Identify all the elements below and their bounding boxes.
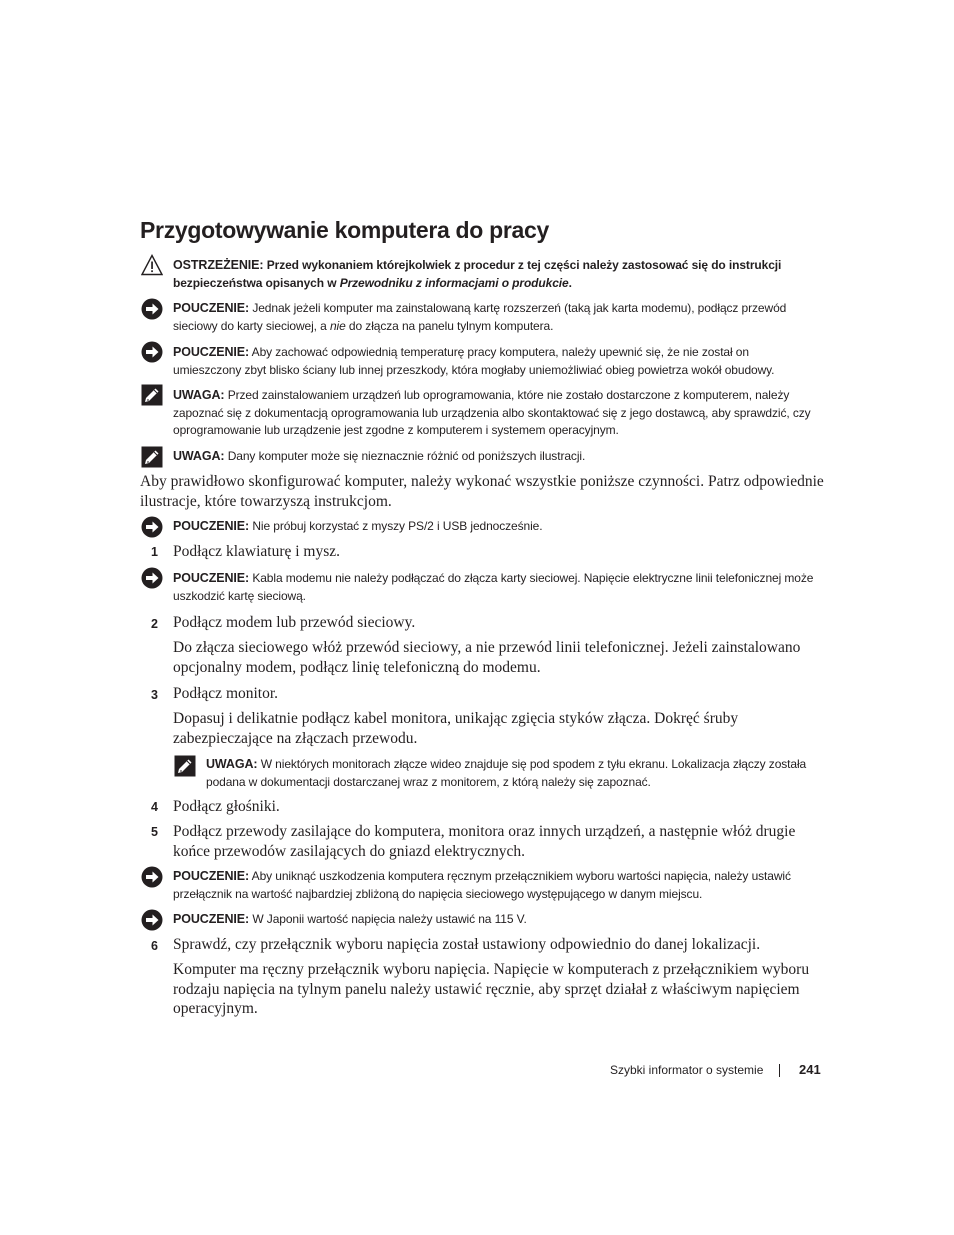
note-text: zapoznać się z dokumentacją oprogramowania lub urządzenia albo skontaktować się z jego dostawcą, aby sprawdzić, czy: [173, 405, 811, 420]
notice-text: Kabla modemu nie należy podłączać do złącza karty sieciowej. Napięcie elektryczne linii telefonicznej może: [252, 571, 814, 585]
notice-note: [173, 518, 823, 536]
arrow-circle-icon: [141, 909, 163, 931]
notice-text: umieszczony zbyt blisko ściany lub innej przeszkody, która mogłaby uniemożliwiać obieg powietrza wokół obudowy.: [173, 362, 775, 377]
step-text: [173, 822, 823, 861]
warning-text: Przed wykonaniem którejkolwiek z procedur z tej części należy zastosować się do instrukcji: [266, 258, 782, 272]
note-note: [173, 448, 823, 466]
step-paragraph: [173, 709, 823, 748]
step-text: Podłącz klawiaturę i mysz.: [173, 543, 341, 560]
step-paragraph-line: rodzaju napięcia na tylnym panelu należy ustawić ręcznie, aby sprzęt działał z właściwym napięciem: [173, 980, 800, 998]
step-text-line: Podłącz przewody zasilające do komputera, monitora oraz innych urządzeń, a następnie włóż drugie: [173, 823, 796, 840]
notice-text: do złącza na panelu tylnym komputera.: [348, 318, 554, 333]
step-paragraph-line: opcjonalny modem, podłącz linię telefoniczną do modemu.: [173, 658, 541, 676]
footer-section-title: Szybki informator o systemie: [610, 1063, 764, 1077]
warning-label: OSTRZEŻENIE:: [173, 258, 264, 272]
warning-triangle-icon: [141, 254, 163, 276]
step-number: 5: [151, 825, 158, 839]
notice-text: Aby uniknąć uszkodzenia komputera ręcznym przełącznikiem wyboru wartości napięcia, należy ustawić: [251, 869, 791, 883]
pencil-note-icon: [141, 384, 163, 406]
intro-line: Aby prawidłowo skonfigurować komputer, należy wykonać wszystkie poniższe czynności. Patrz odpowiednie: [140, 473, 824, 490]
step-number: 6: [151, 939, 158, 953]
step-number: 1: [151, 545, 158, 559]
note-text: W niektórych monitorach złącze wideo znajduje się pod spodem z tyłu ekranu. Lokalizacja złączy została: [260, 757, 807, 771]
warning-text: .: [568, 275, 572, 290]
notice-text: Nie próbuj korzystać z myszy PS/2 i USB jednocześnie.: [252, 519, 543, 533]
step-number: 4: [151, 800, 158, 814]
step-text: Podłącz modem lub przewód sieciowy.: [173, 614, 416, 631]
notice-text: uszkodzić kartę sieciową.: [173, 588, 306, 603]
step-text: Podłącz monitor.: [173, 685, 279, 702]
arrow-circle-icon: [141, 298, 163, 320]
page-number: 241: [799, 1062, 821, 1077]
notice-emphasis: nie: [329, 318, 346, 333]
notice-text: Jednak jeżeli komputer ma zainstalowaną kartę rozszerzeń (taką jak karta modemu), podłącz przewód: [252, 301, 787, 315]
note-note: [173, 387, 823, 440]
notice-text: W Japonii wartość napięcia należy ustawić na 115 V.: [252, 912, 527, 926]
arrow-circle-icon: [141, 567, 163, 589]
step-text: Podłącz głośniki.: [173, 798, 280, 815]
step-text-line: końce przewodów zasilających do gniazd elektrycznych.: [173, 842, 526, 860]
step-paragraph-line: operacyjnym.: [173, 1000, 258, 1017]
notice-label: POUCZENIE:: [173, 519, 250, 533]
notice-note: [173, 570, 823, 605]
step-paragraph-line: Dopasuj i delikatnie podłącz kabel monitora, unikając zgięcia styków złącza. Dokręć śruby: [173, 710, 739, 727]
step-number: 3: [151, 688, 158, 702]
note-label: UWAGA:: [173, 388, 225, 402]
notice-label: POUCZENIE:: [173, 345, 250, 359]
warning-note: [173, 257, 823, 292]
notice-note: [173, 344, 823, 379]
intro-paragraph: [140, 472, 824, 511]
notice-text: przełącznik na wartość najbardziej zbliżoną do napięcia sieciowego występującego w danym miejscu.: [173, 886, 703, 901]
note-text: Dany komputer może się nieznacznie różnić od poniższych ilustracji.: [227, 449, 586, 463]
notice-label: POUCZENIE:: [173, 869, 250, 883]
notice-label: POUCZENIE:: [173, 912, 250, 926]
footer-separator: [779, 1064, 780, 1077]
warning-text: bezpieczeństwa opisanych w: [173, 275, 337, 290]
notice-note: [173, 868, 823, 903]
step-paragraph-line: zabezpieczające na złączach przewodu.: [173, 729, 418, 747]
arrow-circle-icon: [141, 866, 163, 888]
warning-doc-title: Przewodniku z informacjami o produkcie: [339, 275, 569, 290]
notice-text: Aby zachować odpowiednią temperaturę pracy komputera, należy upewnić się, że nie został on: [251, 345, 749, 359]
step-paragraph-line: Komputer ma ręczny przełącznik wyboru napięcia. Napięcie w komputerach z przełącznikiem wyboru: [173, 961, 810, 978]
page-title: Przygotowywanie komputera do pracy: [140, 217, 550, 243]
pencil-note-icon: [141, 446, 163, 468]
note-note: [206, 756, 821, 791]
notice-note: [173, 911, 823, 929]
note-text: oprogramowanie lub urządzenie jest zgodne z komputerem i systemem operacyjnym.: [173, 423, 619, 437]
step-text: Sprawdź, czy przełącznik wyboru napięcia został ustawiony odpowiednio do danej lokalizacji.: [173, 936, 761, 953]
notice-note: [173, 300, 823, 335]
pencil-note-icon: [174, 755, 196, 777]
step-paragraph: [173, 638, 823, 677]
note-text: Przed zainstalowaniem urządzeń lub oprogramowania, które nie zostało dostarczone z komputerem, należy: [227, 388, 790, 402]
note-label: UWAGA:: [173, 449, 225, 463]
step-paragraph: [173, 960, 823, 1019]
note-text: podana w dokumentacji dostarczanej wraz z monitorem, z którą należy się zapoznać.: [206, 774, 651, 789]
arrow-circle-icon: [141, 516, 163, 538]
arrow-circle-icon: [141, 341, 163, 363]
intro-line: ilustracje, które towarzyszą instrukcjom.: [140, 492, 392, 510]
step-number: 2: [151, 617, 158, 631]
notice-text: sieciowy do karty sieciowej, a: [173, 318, 327, 333]
notice-label: POUCZENIE:: [173, 301, 250, 315]
notice-label: POUCZENIE:: [173, 571, 250, 585]
step-paragraph-line: Do złącza sieciowego włóż przewód sieciowy, a nie przewód linii telefonicznej. Jeżeli zainstalowano: [173, 639, 801, 656]
note-label: UWAGA:: [206, 757, 258, 771]
